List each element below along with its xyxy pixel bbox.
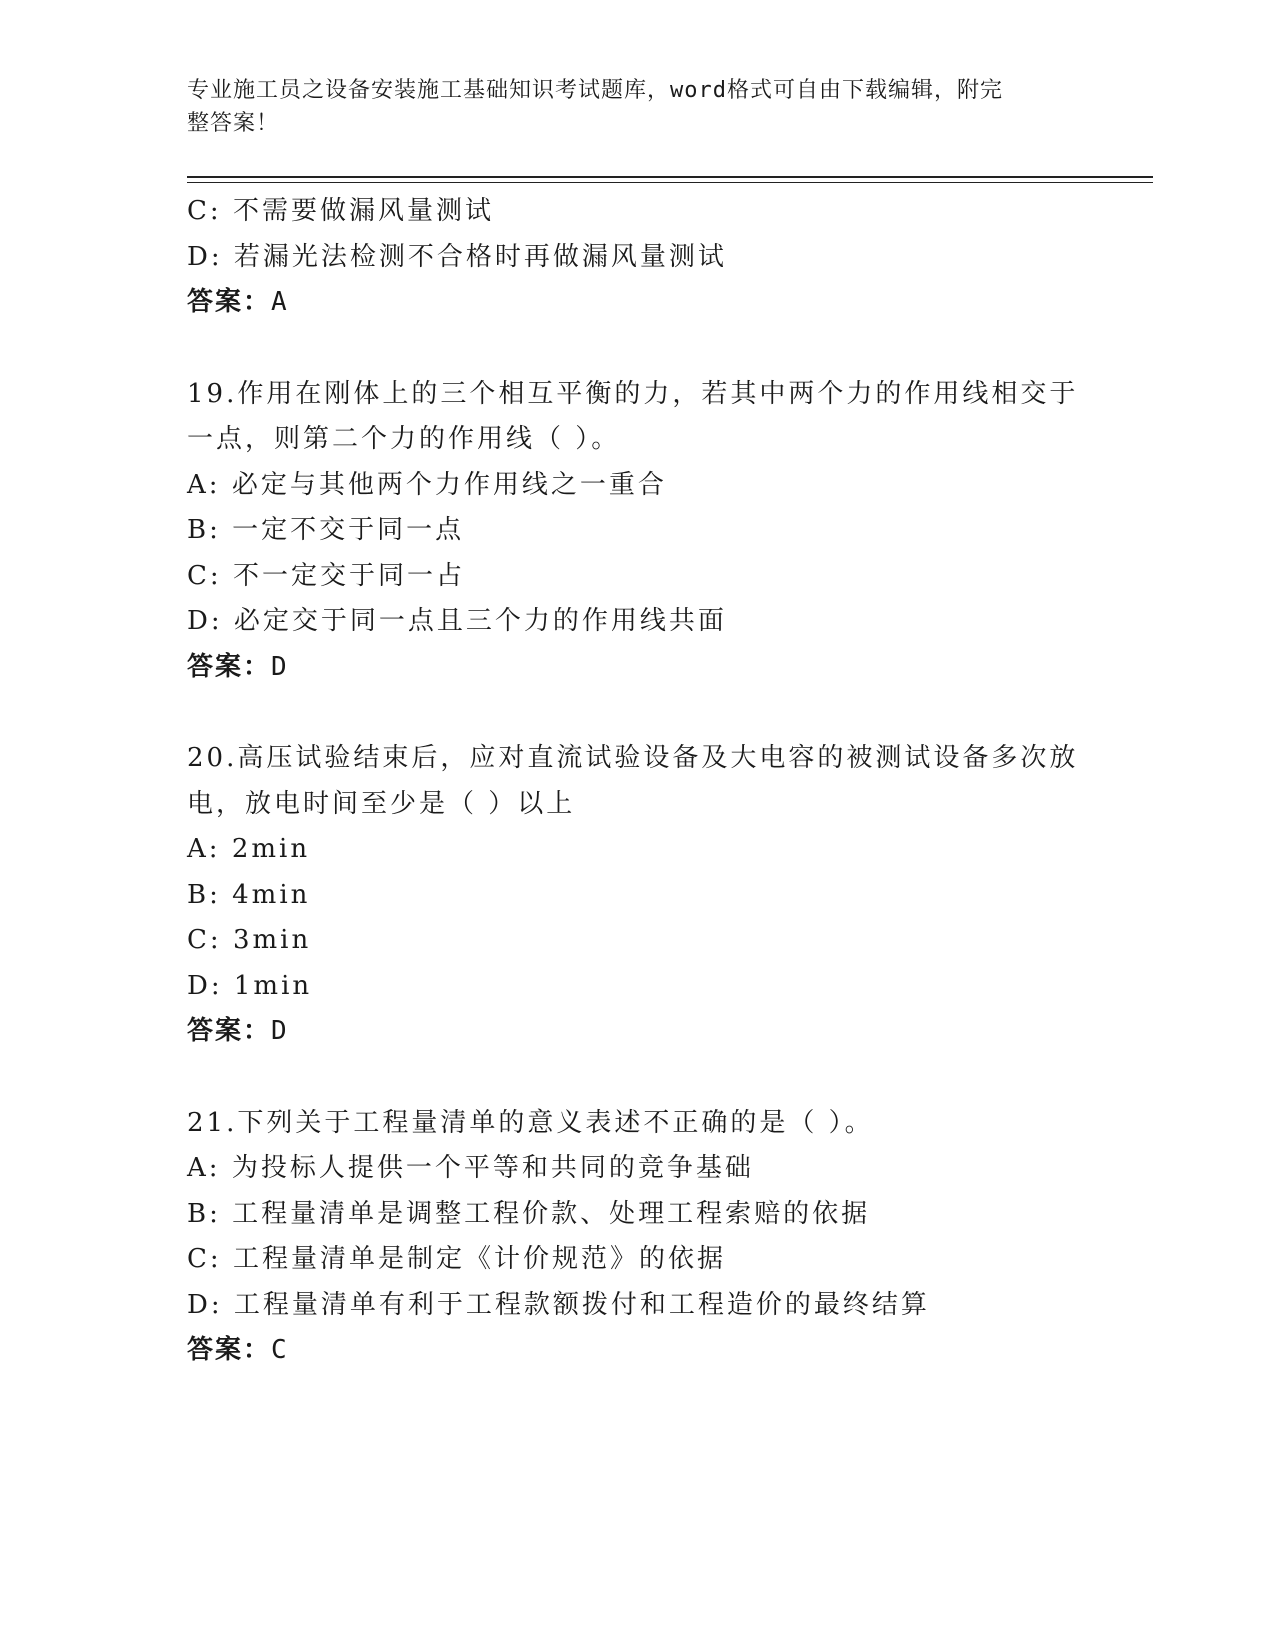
option-d: D: 必定交于同一点且三个力的作用线共面 [187,606,727,636]
answer-value: A [271,287,289,317]
option-d: D: 若漏光法检测不合格时再做漏风量测试 [187,241,727,272]
option-c: C: 工程量清单是制定《计价规范》的依据 [187,1244,726,1274]
option-a: A: 为投标人提供一个平等和共同的竞争基础 [187,1153,754,1183]
answer-line: 答案：D [187,1016,289,1046]
answer-line: 答案：D [187,651,289,682]
document-header [187,74,1067,140]
header-rule-thick [187,176,1153,178]
question-stem-line: 19.作用在刚体上的三个相互平衡的力，若其中两个力的作用线相交于 [187,378,1079,409]
option-a: A: 必定与其他两个力作用线之一重合 [187,469,667,500]
question-19 [187,372,1087,691]
question-list [187,189,1087,1374]
option-c: C: 不一定交于同一占 [187,560,465,591]
answer-value: D [271,651,289,682]
question-stem-line: 21.下列关于工程量清单的意义表述不正确的是（ ）。 [187,1107,874,1138]
question-20 [187,736,1087,1055]
question-stem-line: 20.高压试验结束后，应对直流试验设备及大电容的被测试设备多次放 [187,743,1079,773]
option-d: D: 工程量清单有利于工程款额拨付和工程造价的最终结算 [187,1289,930,1320]
answer-line: 答案：C [187,1335,289,1365]
option-b: B: 一定不交于同一点 [187,515,465,545]
header-line-2: 整答案！ [187,111,280,136]
option-b: B: 工程量清单是调整工程价款、处理工程索赔的依据 [187,1198,871,1229]
header-rule-thin [187,182,1153,183]
answer-value: D [271,1016,289,1046]
question-stem-line: 电，放电时间至少是（ ）以上 [187,788,576,819]
option-b: B: 4min [187,879,311,910]
question-21 [187,1101,1087,1374]
question-18-continued [187,189,1087,326]
question-stem-line: 一点，则第二个力的作用线（ ）。 [187,424,621,454]
option-a: A: 2min [187,834,311,864]
answer-value: C [271,1335,289,1365]
header-line-1: 专业施工员之设备安装施工基础知识考试题库，word格式可自由下载编辑，附完 [187,78,1003,103]
option-c: C: 3min [187,925,312,955]
option-d: D: 1min [187,970,313,1001]
answer-line: 答案：A [187,287,289,317]
option-c: C: 不需要做漏风量测试 [187,196,494,226]
